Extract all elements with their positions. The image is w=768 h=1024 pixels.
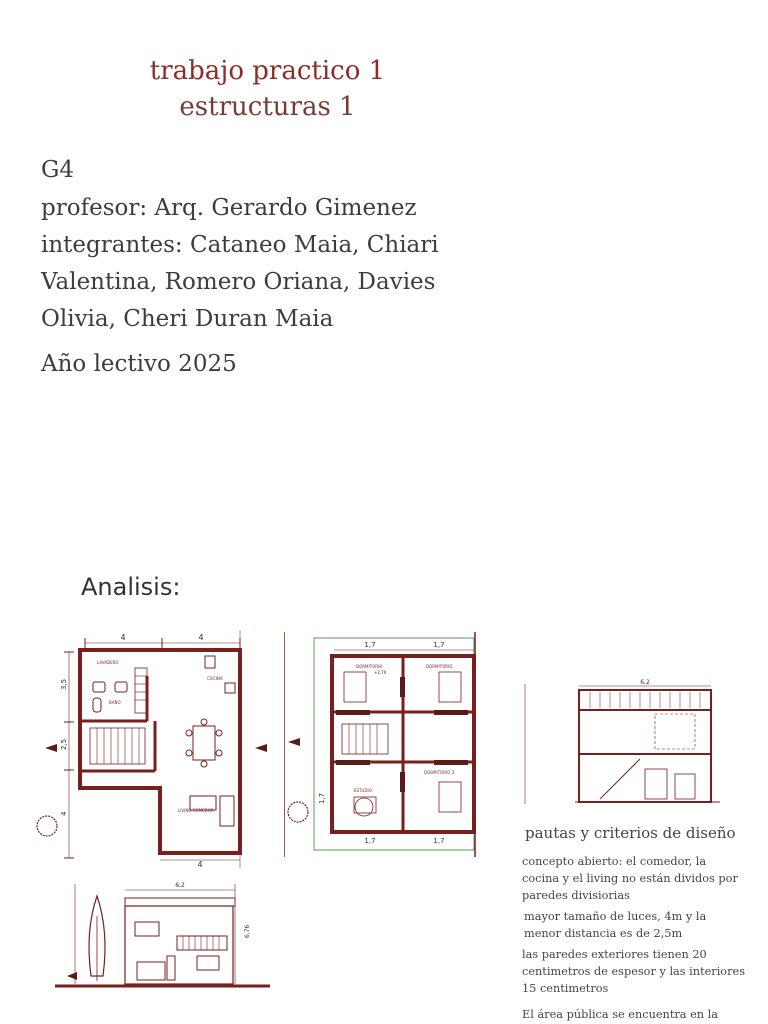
section-dim-width: 6,2 <box>640 679 650 686</box>
uf-dim-bottom-right: 1,7 <box>433 837 445 845</box>
gf-dim-bottom: 4 <box>197 860 203 869</box>
analysis-heading: Analisis: <box>81 573 181 601</box>
uf-dim-top-left: 1,7 <box>364 641 376 649</box>
criteria-title: pautas y criterios de diseño <box>525 824 736 842</box>
page-subtitle: estructuras 1 <box>179 92 356 122</box>
integrantes-line-2: Valentina, Romero Oriana, Davies <box>41 269 436 295</box>
label-dorm-3: DORMITORIO 3 <box>424 770 455 775</box>
label-cocina: COCINA <box>207 676 223 681</box>
criteria-item-4: El área pública se encuentra en la <box>522 1008 718 1021</box>
elevation-dim-width: 6,2 <box>175 882 185 889</box>
gf-dim-side-2: 2,5 <box>60 738 68 750</box>
upper-floor-plan <box>284 632 479 857</box>
uf-dim-bottom-left: 1,7 <box>364 837 376 845</box>
front-elevation <box>55 876 270 994</box>
criteria-item-1: concepto abierto: el comedor, la cocina y el living no están dividos por paredes divisiorias <box>522 855 738 902</box>
gf-dim-top-right: 4 <box>198 633 204 642</box>
integrantes-line-3: Olivia, Cheri Duran Maia <box>41 306 334 332</box>
label-living: LIVING COMEDOR <box>178 808 214 813</box>
page-title: trabajo practico 1 <box>149 56 386 86</box>
label-estudio: ESTUDIO <box>354 788 372 793</box>
level-label: +2,70 <box>374 670 387 675</box>
label-dorm-1: DORMITORIO <box>356 664 383 669</box>
label-bano: BAÑO <box>109 700 121 705</box>
gf-dim-side-3: 4 <box>60 811 68 816</box>
uf-dim-top-right: 1,7 <box>433 641 445 649</box>
profesor-line: profesor: Arq. Gerardo Gimenez <box>41 195 417 221</box>
integrantes-line-1: integrantes: Cataneo Maia, Chiari <box>41 232 439 258</box>
elevation-dim-height: 6,76 <box>244 924 251 938</box>
ground-floor-plan <box>35 628 270 870</box>
label-lavadero: LAVADERO <box>97 660 119 665</box>
year-line: Año lectivo 2025 <box>41 351 237 377</box>
section-drawing <box>515 674 725 809</box>
gf-dim-top-left: 4 <box>120 633 126 642</box>
criteria-item-2: mayor tamaño de luces, 4m y la menor distancia es de 2,5m <box>524 910 707 940</box>
criteria-item-3: las paredes exteriores tienen 20 centimetros de espesor y las interiores 15 centimetros <box>522 948 745 995</box>
label-dorm-2: DORMITORIO <box>426 664 453 669</box>
uf-dim-side: 1,7 <box>318 792 326 804</box>
gf-dim-side-1: 3,5 <box>60 678 68 690</box>
group-label: G4 <box>41 157 75 183</box>
